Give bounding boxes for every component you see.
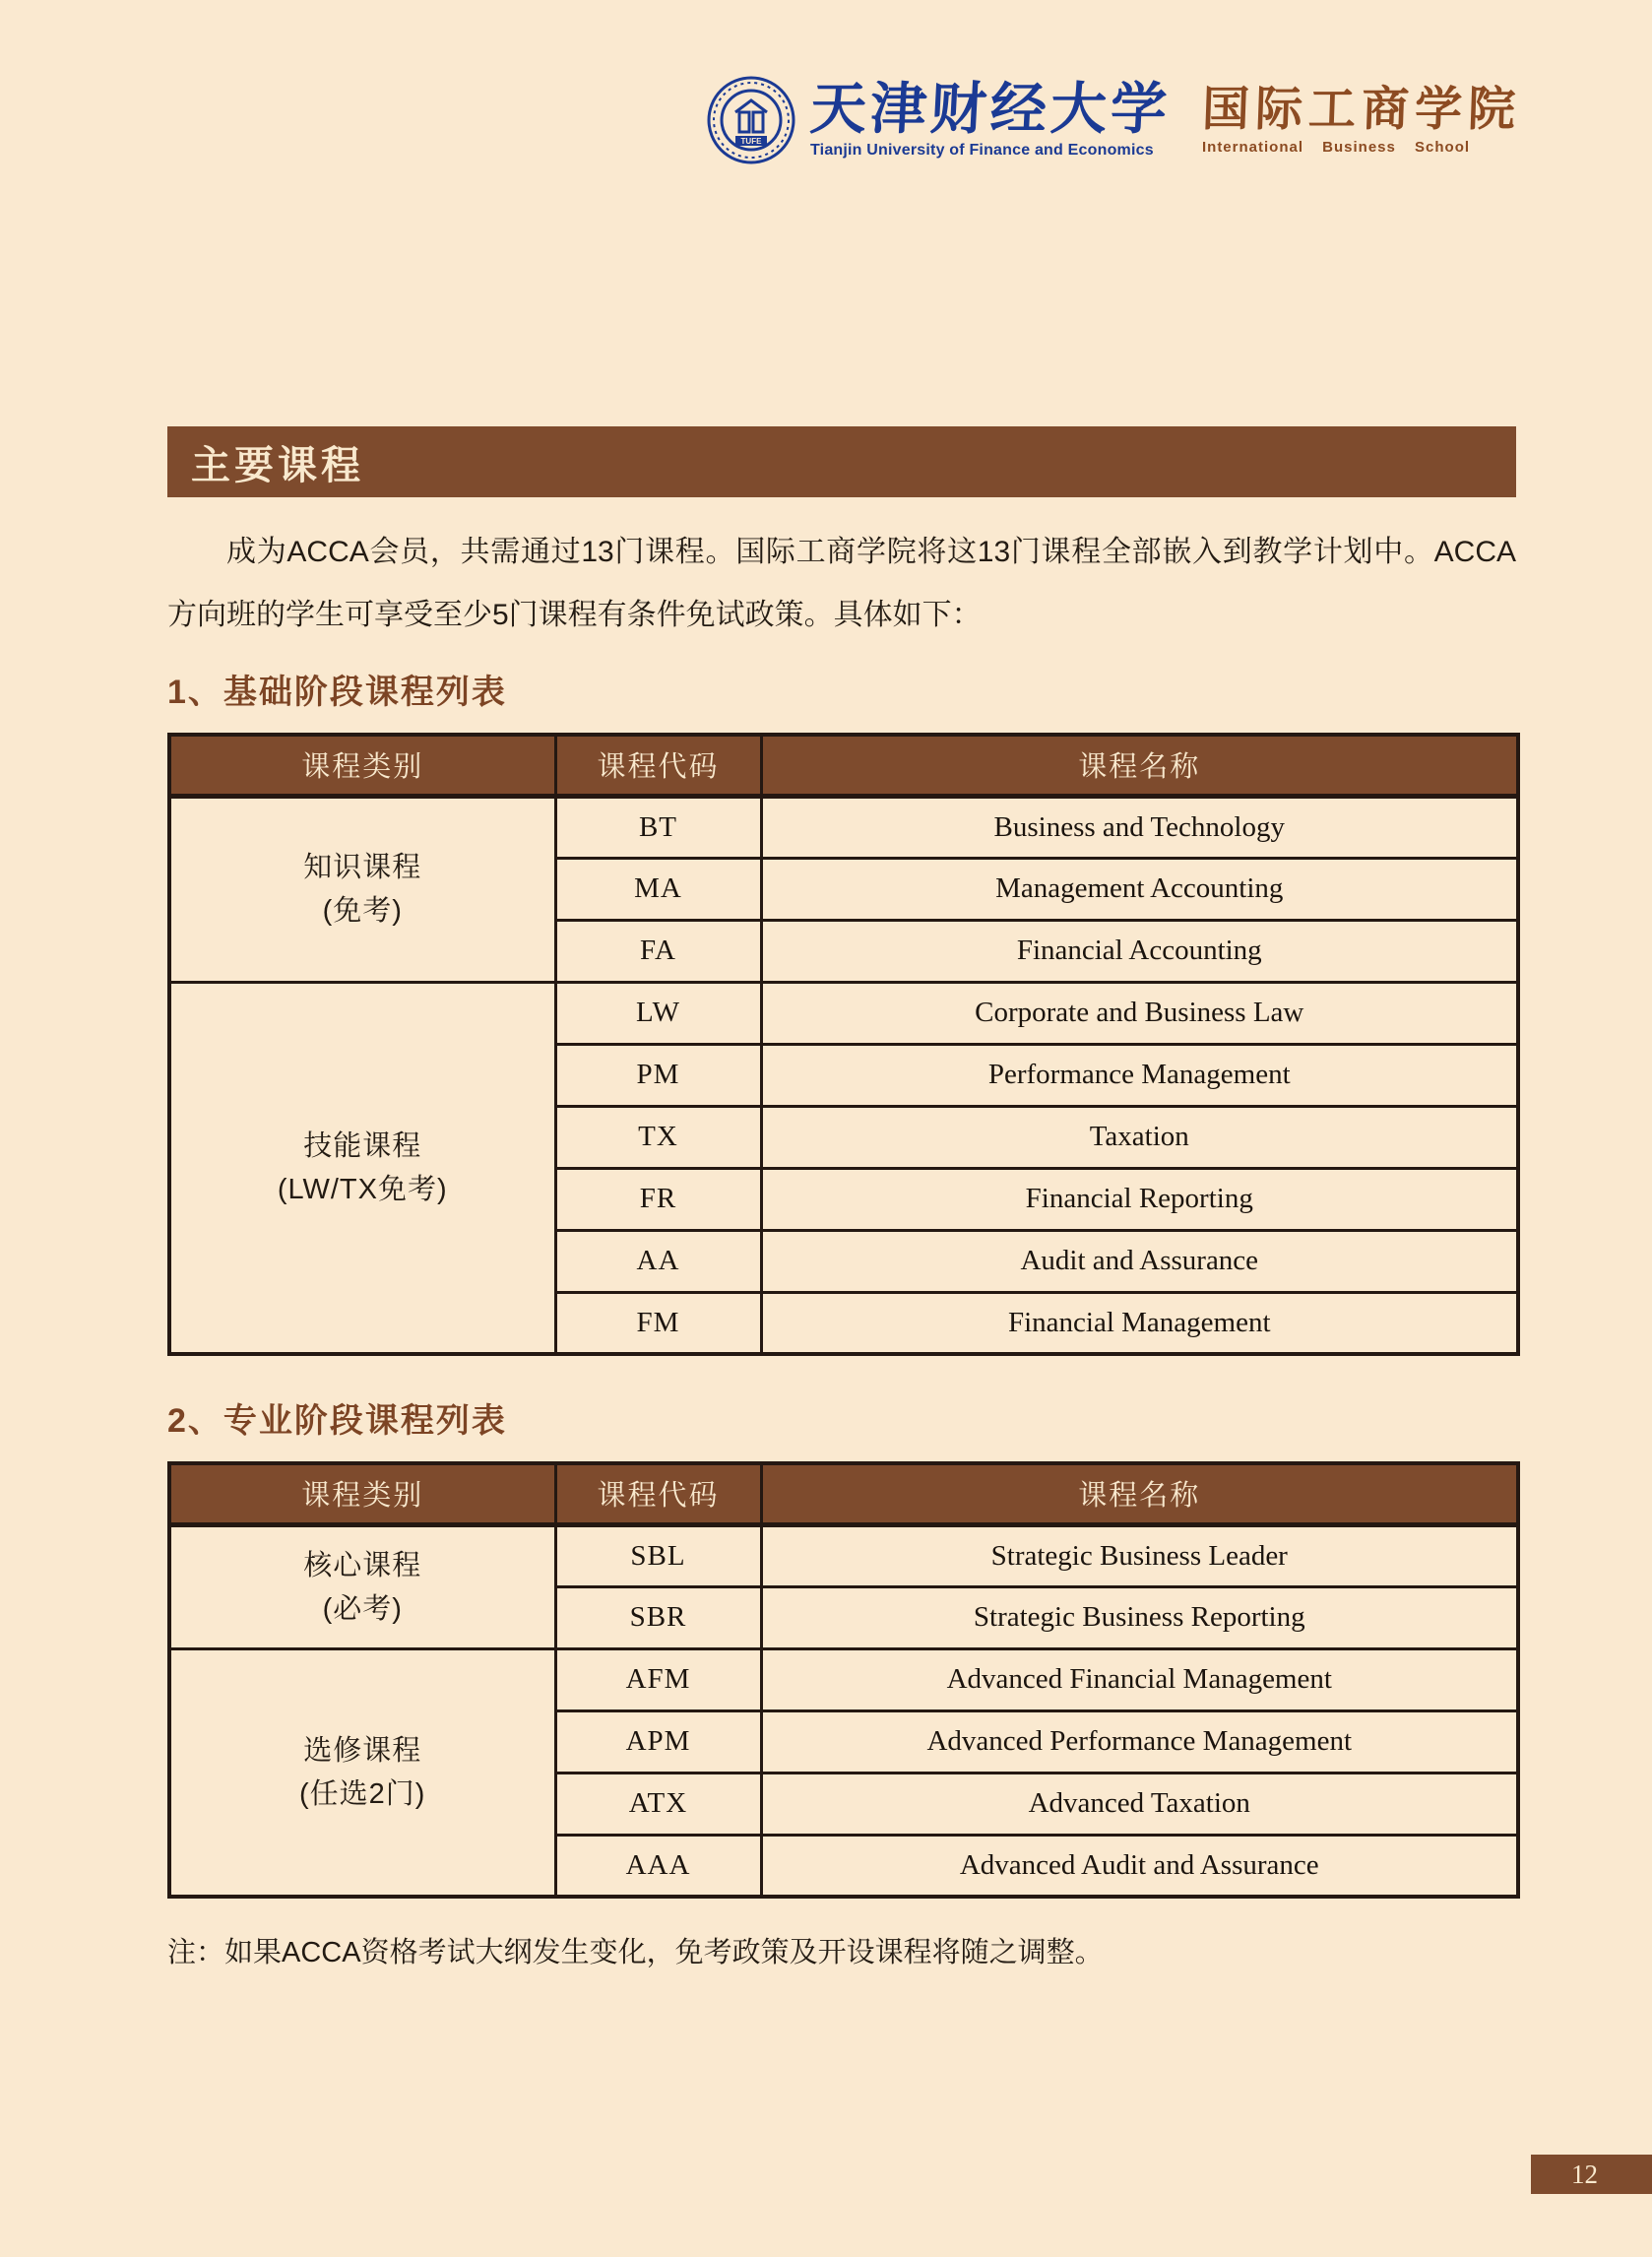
course-name-cell: Advanced Audit and Assurance [761,1835,1518,1897]
category-label: 技能课程 [303,1129,422,1162]
professional-course-table [167,1461,1520,1899]
course-name-cell: Advanced Performance Management [761,1710,1518,1773]
course-row [169,1524,1518,1586]
course-row [169,982,1518,1044]
course-code-cell: FR [555,1168,761,1230]
page-number: 12 [1571,2159,1598,2189]
category-note: (LW/TX免考) [277,1173,448,1205]
page-content [167,426,1516,1970]
course-row [169,1648,1518,1710]
course-name-cell: Advanced Financial Management [761,1648,1518,1710]
university-seal-icon [706,75,796,165]
course-code-cell: LW [555,982,761,1044]
course-row [169,796,1518,858]
course-category-cell [169,796,555,982]
col-header-category: 课程类别 [169,735,555,796]
table-header-row [169,735,1518,796]
category-note: (任选2门) [299,1777,426,1810]
page-title: 主要课程 [191,443,364,487]
course-code-cell: AA [555,1230,761,1292]
course-name-cell: Financial Reporting [761,1168,1518,1230]
course-name-cell: Taxation [761,1106,1518,1168]
course-code-cell: AAA [555,1835,761,1897]
footnote: 注：如果ACCA资格考试大纲发生变化，免考政策及开设课程将随之调整。 [167,1937,1104,1968]
foundation-course-table [167,733,1520,1356]
course-name-cell: Strategic Business Reporting [761,1586,1518,1648]
school-name-en: International Business School [1201,139,1471,157]
course-code-cell: ATX [555,1773,761,1835]
table-header-row [169,1463,1518,1524]
col-header-code: 课程代码 [555,735,761,796]
category-label: 知识课程 [303,852,422,883]
course-category-cell [169,1524,555,1648]
section-2-heading: 2、专业阶段课程列表 [167,1402,507,1440]
section-title-bar [167,426,1516,497]
col-header-code: 课程代码 [555,1463,761,1524]
course-name-cell: Business and Technology [761,796,1518,858]
section-1-heading: 1、基础阶段课程列表 [167,674,507,711]
col-header-category: 课程类别 [169,1463,555,1524]
university-name-en: Tianjin University of Finance and Economics [809,141,1154,159]
course-name-cell: Management Accounting [761,858,1518,920]
university-header [706,71,1521,169]
school-name-block [1202,85,1521,157]
course-name-cell: Corporate and Business Law [761,982,1518,1044]
university-name-block [808,77,1173,160]
category-note: (必考) [322,1592,403,1625]
course-name-cell: Performance Management [761,1044,1518,1106]
course-code-cell: FM [555,1292,761,1354]
course-name-cell: Advanced Taxation [761,1773,1518,1835]
course-code-cell: PM [555,1044,761,1106]
course-code-cell: SBL [555,1524,761,1586]
course-code-cell: MA [555,858,761,920]
course-name-cell: Financial Management [761,1292,1518,1354]
course-name-cell: Financial Accounting [761,920,1518,982]
col-header-name: 课程名称 [761,735,1518,796]
course-name-cell: Strategic Business Leader [761,1524,1518,1586]
page-number-badge [1531,2155,1652,2194]
university-name-cn: 天津财经大学 [808,77,1173,141]
category-label: 核心课程 [303,1549,422,1581]
course-name-cell: Audit and Assurance [761,1230,1518,1292]
course-category-cell [169,982,555,1354]
category-label: 选修课程 [303,1734,422,1767]
course-code-cell: TX [555,1106,761,1168]
col-header-name: 课程名称 [761,1463,1518,1524]
course-code-cell: APM [555,1710,761,1773]
course-code-cell: AFM [555,1648,761,1710]
school-name-cn: 国际工商学院 [1201,83,1522,136]
course-code-cell: BT [555,796,761,858]
svg-text:TUFE: TUFE [740,137,762,146]
course-code-cell: FA [555,920,761,982]
course-code-cell: SBR [555,1586,761,1648]
course-category-cell [169,1648,555,1897]
intro-paragraph: 成为ACCA会员，共需通过13门课程。国际工商学院将这13门课程全部嵌入到教学计划中。ACCA方向班的学生可享受至少5门课程有条件免试政策。具体如下： [167,536,1516,631]
category-note: (免考) [322,895,403,927]
